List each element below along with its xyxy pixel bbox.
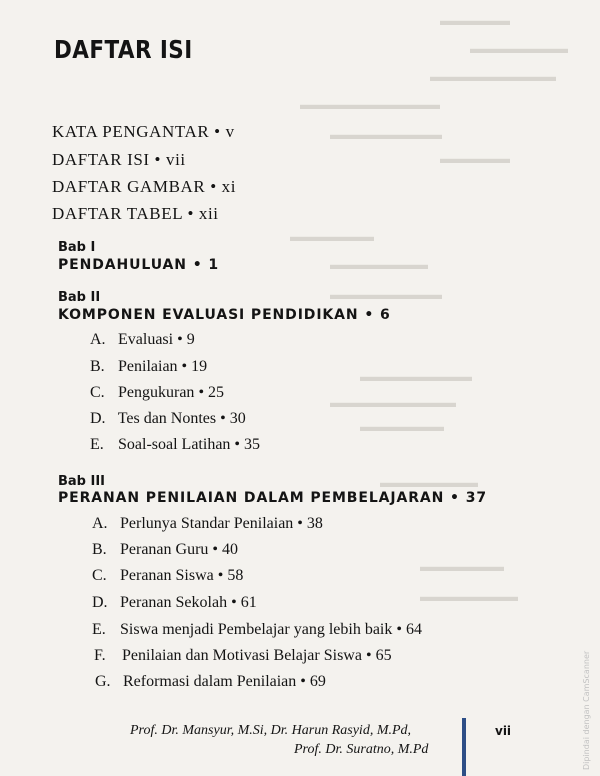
section-page: 25: [208, 384, 225, 401]
chapter-title-text: KOMPONEN EVALUASI PENDIDIKAN: [58, 307, 359, 323]
section-title: Peranan Guru: [120, 541, 209, 558]
section-title: Penilaian dan Motivasi Belajar Siswa: [122, 647, 362, 664]
entry-page: xii: [198, 204, 219, 223]
bullet: •: [198, 384, 205, 401]
chapter-page: 1: [208, 257, 219, 273]
section-entry[interactable]: [90, 331, 195, 349]
bullet: •: [365, 647, 372, 664]
bullet: •: [187, 204, 194, 223]
entry-page: vii: [165, 150, 186, 169]
chapter-title[interactable]: [58, 490, 487, 506]
section-entry[interactable]: [95, 673, 326, 691]
bullet: •: [192, 257, 203, 273]
section-letter: C.: [90, 384, 105, 401]
section-page: 35: [244, 436, 261, 453]
section-letter: E.: [90, 436, 104, 453]
section-letter: A.: [92, 515, 108, 532]
bullet: •: [364, 307, 375, 323]
section-title: Perlunya Standar Penilaian: [120, 515, 294, 532]
bullet: •: [234, 436, 241, 453]
chapter-title-text: PERANAN PENILAIAN DALAM PEMBELAJARAN: [58, 490, 445, 506]
section-title: Tes dan Nontes: [117, 410, 217, 427]
entry-label: KATA PENGANTAR: [52, 122, 210, 141]
front-matter-entry[interactable]: [52, 122, 235, 142]
section-entry[interactable]: [90, 436, 260, 454]
chapter-page: 6: [379, 307, 391, 323]
section-page: 30: [229, 410, 246, 427]
bullet: •: [154, 150, 162, 169]
entry-label: DAFTAR GAMBAR: [52, 177, 206, 196]
chapter-page: 37: [465, 490, 487, 506]
bullet: •: [212, 541, 219, 558]
section-entry[interactable]: [90, 410, 246, 428]
section-letter: D.: [92, 594, 108, 611]
section-title: Siswa menjadi Pembelajar yang lebih baik: [120, 621, 393, 638]
bullet: •: [177, 331, 183, 348]
chapter-title[interactable]: [58, 307, 391, 323]
section-page: 19: [191, 358, 208, 375]
page-title: DAFTAR ISI: [54, 35, 193, 64]
section-title: Reformasi dalam Penilaian: [123, 673, 297, 690]
bullet: •: [210, 177, 217, 196]
bullet: •: [181, 358, 188, 375]
section-entry[interactable]: [92, 515, 323, 533]
section-letter: G.: [95, 673, 111, 690]
chapter-label: Bab II: [58, 290, 101, 305]
page-number: vii: [495, 724, 512, 738]
bullet: •: [217, 567, 224, 584]
chapter-label: Bab I: [58, 240, 96, 255]
entry-page: v: [225, 122, 235, 141]
section-title: Evaluasi: [118, 331, 174, 348]
section-letter: B.: [90, 358, 105, 375]
section-title: Pengukuran: [118, 384, 195, 401]
bleed-through: ▬▬▬▬▬ ▬▬▬▬▬▬▬ ▬▬▬▬▬▬▬▬▬ ▬▬▬▬▬▬▬▬▬▬ ▬▬▬▬▬▬▬▬ ▬▬▬▬▬ ▬▬▬▬▬▬ ▬▬▬▬▬▬▬ ▬▬▬▬▬▬▬▬ ▬▬▬▬▬▬▬▬ ▬▬▬▬▬▬▬▬▬ ▬▬▬▬▬▬ ▬▬▬▬▬▬▬ ▬▬▬▬▬▬ ▬▬▬▬▬▬▬: [290, 14, 568, 605]
section-entry[interactable]: [94, 647, 392, 665]
footer-authors-line2: Prof. Dr. Suratno, M.Pd: [294, 742, 429, 757]
chapter-label: Bab III: [58, 474, 106, 489]
bullet: •: [450, 490, 460, 506]
bullet: •: [214, 122, 221, 141]
entry-label: DAFTAR ISI: [52, 150, 150, 169]
entry-page: xi: [221, 177, 237, 196]
entry-label: DAFTAR TABEL: [52, 204, 183, 223]
section-title: Peranan Sekolah: [120, 594, 228, 611]
section-letter: C.: [92, 567, 107, 584]
section-page: 38: [306, 515, 323, 532]
section-page: 69: [309, 673, 326, 690]
bullet: •: [220, 410, 226, 427]
section-title: Penilaian: [118, 358, 178, 375]
section-entry[interactable]: [92, 567, 243, 585]
section-title: Soal-soal Latihan: [118, 436, 231, 453]
section-page: 40: [222, 541, 239, 558]
section-letter: E.: [92, 621, 106, 638]
bullet: •: [231, 594, 237, 611]
section-page: 58: [227, 567, 244, 584]
bullet: •: [300, 673, 306, 690]
section-page: 65: [375, 647, 392, 664]
section-letter: A.: [90, 331, 106, 348]
front-matter-entry[interactable]: [52, 177, 236, 197]
section-entry[interactable]: [92, 621, 422, 639]
section-letter: D.: [90, 410, 106, 427]
footer-divider: [462, 718, 466, 776]
section-entry[interactable]: [92, 541, 238, 559]
section-title: Peranan Siswa: [120, 567, 214, 584]
section-entry[interactable]: [90, 358, 207, 376]
section-letter: B.: [92, 541, 107, 558]
section-page: 9: [186, 331, 195, 348]
section-page: 64: [405, 621, 422, 638]
bullet: •: [396, 621, 402, 638]
front-matter-entry[interactable]: [52, 150, 186, 170]
section-letter: F.: [94, 647, 106, 664]
front-matter-entry[interactable]: [52, 204, 219, 224]
section-entry[interactable]: [92, 594, 257, 612]
bullet: •: [297, 515, 303, 532]
footer-authors-line1: Prof. Dr. Mansyur, M.Si, Dr. Harun Rasyid, M.Pd,: [130, 723, 412, 738]
section-entry[interactable]: [90, 384, 224, 402]
scanner-watermark: Dipindai dengan CamScanner: [582, 650, 591, 770]
chapter-title[interactable]: [58, 257, 219, 273]
chapter-title-text: PENDAHULUAN: [58, 257, 187, 273]
section-page: 61: [240, 594, 257, 611]
